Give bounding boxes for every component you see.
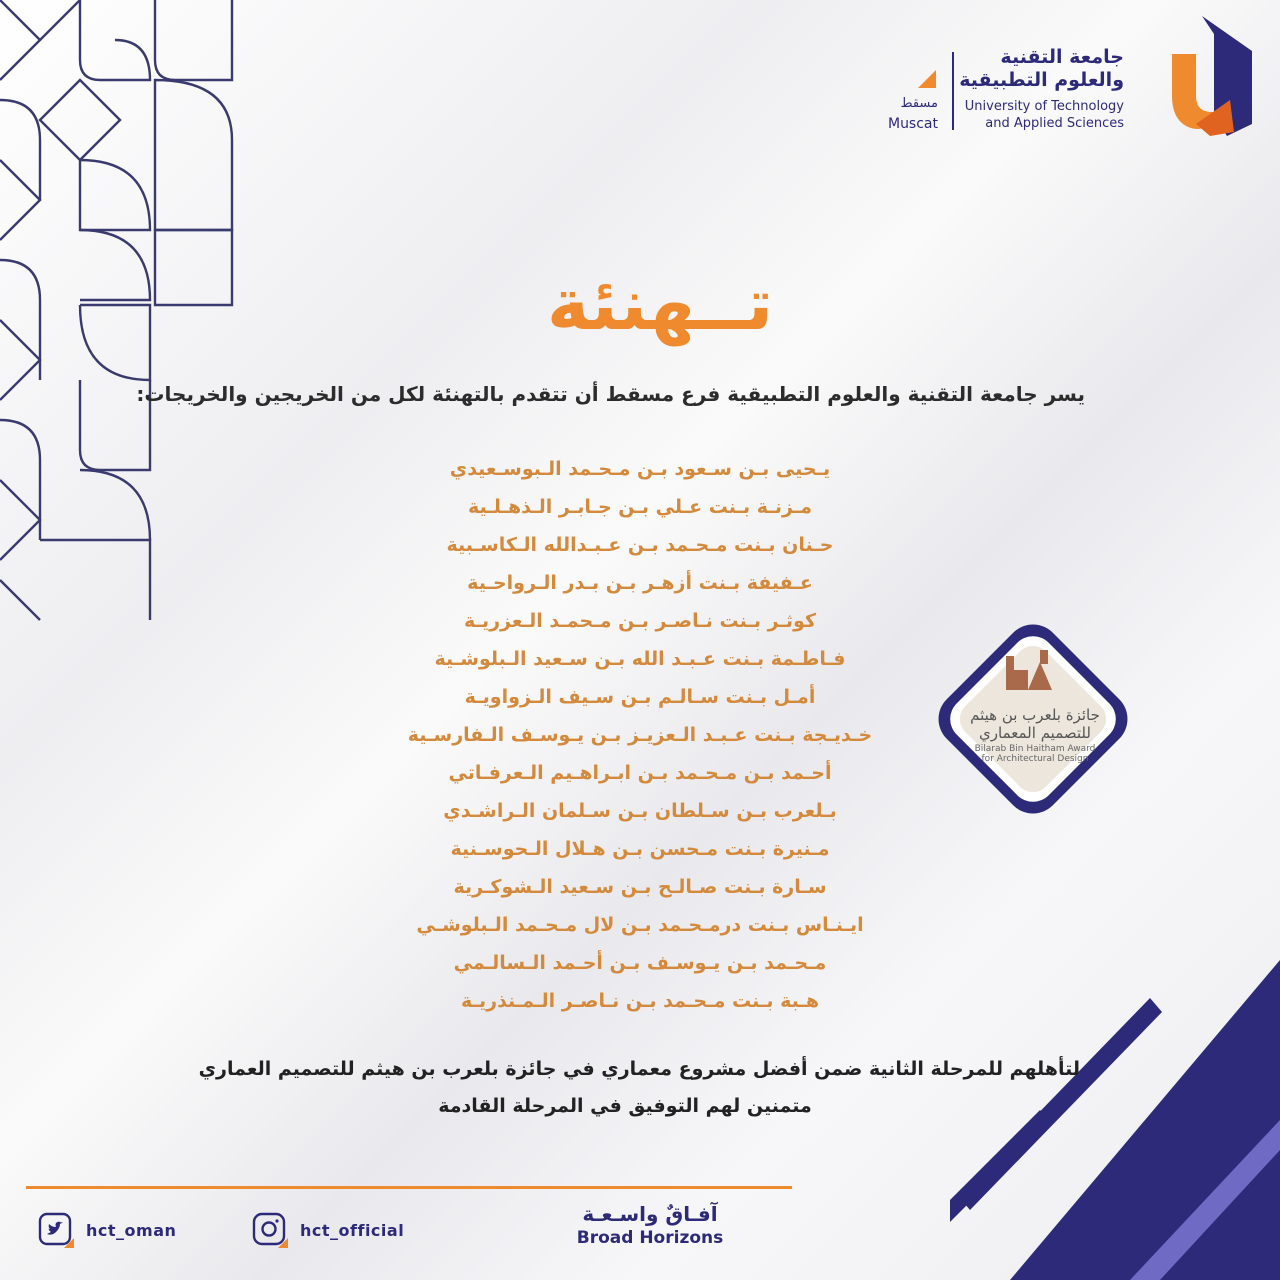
twitter-icon [38, 1212, 74, 1248]
list-item: عـفيفة بـنت أزهـر بـن بـدر الـرواحـية [467, 572, 813, 594]
list-item: بـلعرب بـن سـلطان بـن سـلمان الـراشـدي [443, 800, 837, 822]
page-title: تــهنئة [546, 262, 774, 346]
intro-text: يسر جامعة التقنية والعلوم التطبيقية فرع مسقط أن تتقدم بالتهنئة لكل من الخريجين والخريجات: [136, 382, 1085, 406]
list-item: مـزنـة بـنت عـلي بـن جـابـر الـذهـلـية [467, 496, 813, 518]
instagram-icon [252, 1212, 288, 1248]
list-item: كوثـر بـنت نـاصـر بـن مـحمـد الـعزريـة [463, 610, 817, 632]
tagline-en: Broad Horizons [576, 1228, 724, 1248]
instagram-handle: hct_official [300, 1220, 405, 1240]
list-item: حـنان بـنت مـحـمد بـن عـبـدالله الـكاسـبية [446, 534, 834, 556]
decorative-stripes [950, 960, 1280, 1280]
list-item: ايـنـاس بـنت درمـحـمد بـن لال مـحـمد الـبلوشـي [416, 914, 864, 936]
university-logo [912, 16, 1252, 136]
tagline-ar: آفـاقٌ واسـعـة [582, 1202, 718, 1226]
list-item: هـبة بـنت مـحـمد بـن نـاصـر الـمـنذريـة [460, 990, 820, 1012]
award-name-en-line1: Bilarab Bin Haitham Award [974, 744, 1096, 754]
list-item: يـحيى بـن سـعود بـن مـحـمد الـبوسـعيدي [449, 458, 831, 480]
footer-divider [26, 1186, 792, 1189]
university-name-ar-line2: والعلوم التطبيقية [959, 69, 1124, 91]
list-item: مـنيرة بـنت مـحسن بـن هـلال الـحوسـنية [450, 838, 830, 860]
list-item: فـاطـمة بـنت عـبـد الله بـن سـعيد الـبلوشـية [434, 648, 846, 670]
university-name-en [965, 98, 1124, 132]
university-name-ar-line1: جامعة التقنية [1000, 46, 1124, 68]
tagline [570, 1202, 730, 1248]
award-name-ar-line1: جائزة بلعرب بن هيثم [970, 706, 1100, 724]
logo-divider [952, 52, 954, 130]
list-item: مـحـمد بـن يـوسـف بـن أحـمد الـسالـمي [453, 952, 827, 974]
list-item: سـارة بـنت صـالـح بـن سـعيد الـشوكـرية [453, 876, 827, 898]
branch-triangle-icon [918, 70, 936, 88]
university-name-en-line1: University of Technology [964, 99, 1124, 114]
list-item: أحـمد بـن مـحـمد بـن ابـراهـيم الـعرفـاتي [448, 762, 832, 784]
university-name-en-line2: and Applied Sciences [985, 116, 1124, 131]
twitter-handle: hct_oman [86, 1220, 177, 1240]
closing-text-line1: لتأهلهم للمرحلة الثانية ضمن أفضل مشروع معماري في جائزة بلعرب بن هيثم للتصميم العماري [198, 1058, 1080, 1080]
branch-name-en: Muscat [887, 116, 938, 132]
university-name-ar [959, 46, 1124, 92]
twitter-link[interactable] [38, 1210, 176, 1250]
list-item: خـديـجة بـنت عـبـد الـعزيـز بـن يـوسـف الـفارسـية [407, 724, 873, 746]
decorative-pattern [0, 0, 240, 630]
university-emblem-icon [1172, 16, 1252, 138]
award-name-en-line2: for Architectural Design [981, 754, 1089, 764]
branch-name-ar: مسقط [900, 96, 938, 111]
graduates-list [300, 450, 980, 1020]
list-item: أمـل بـنت سـالـم بـن سـيف الـزواويـة [464, 686, 816, 708]
award-name-ar-line2: للتصميم المعماري [979, 724, 1091, 742]
instagram-link[interactable] [252, 1210, 404, 1250]
closing-text-line2: متمنين لهم التوفيق في المرحلة القادمة [438, 1095, 812, 1117]
